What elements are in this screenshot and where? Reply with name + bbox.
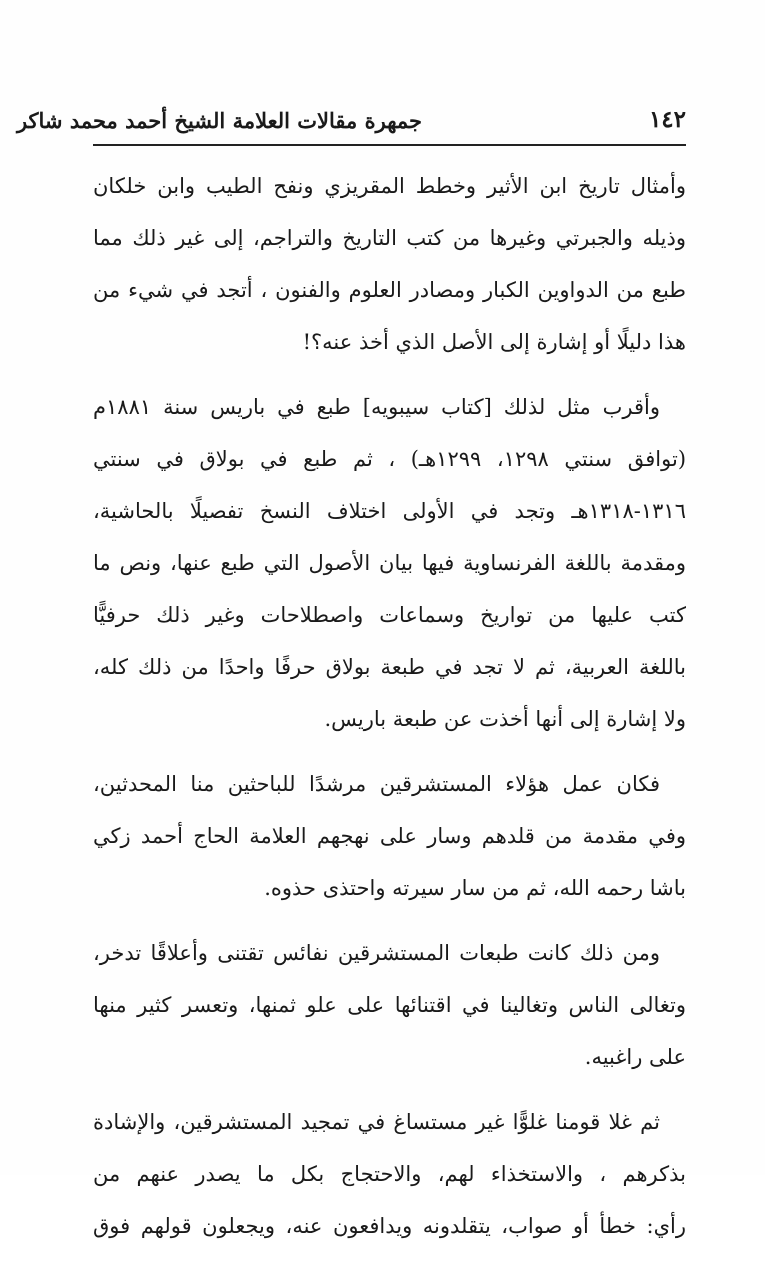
text-line: وفي مقدمة من قلدهم وسار على نهجهم العلامة الحاج أحمد زكي: [93, 824, 686, 848]
paragraph-5: [93, 1096, 686, 1252]
paragraph-3: [93, 758, 686, 914]
text-line: وأمثال تاريخ ابن الأثير وخطط المقريزي ونفح الطيب وابن خلكان: [93, 174, 686, 198]
text-line: طبع من الدواوين الكبار ومصادر العلوم والفنون ، أتجد في شيء من: [93, 278, 686, 302]
text-line: فكان عمل هؤلاء المستشرقين مرشدًا للباحثين منا المحدثين،: [93, 772, 660, 796]
page-number: ١٤٢: [648, 106, 686, 133]
paragraph-4: [93, 927, 686, 1083]
text-line: على راغبيه.: [584, 1045, 686, 1069]
paragraph-1: [93, 160, 686, 368]
text-line: ومقدمة باللغة الفرنساوية فيها بيان الأصول التي طبع عنها، ونص ما: [93, 551, 686, 575]
text-line: وأقرب مثل لذلك [كتاب سيبويه] طبع في باريس سنة ١٨٨١م: [93, 395, 660, 419]
text-line: رأي: خطأ أو صواب، يتقلدونه ويدافعون عنه، ويجعلون قولهم فوق: [93, 1214, 686, 1238]
paragraph-2: [93, 381, 686, 745]
text-line: ولا إشارة إلى أنها أخذت عن طبعة باريس.: [324, 707, 686, 731]
book-title: جمهرة مقالات العلامة الشيخ أحمد محمد شاكر: [16, 108, 422, 133]
text-line: ١٣١٦-١٣١٨هـ وتجد في الأولى اختلاف النسخ تفصيلًا بالحاشية،: [93, 499, 686, 523]
header-rule: [93, 144, 686, 146]
text-line: هذا دليلًا أو إشارة إلى الأصل الذي أخذ عنه؟!: [302, 330, 686, 354]
text-line: بذكرهم ، والاستخذاء لهم، والاحتجاج بكل ما يصدر عنهم من: [93, 1162, 686, 1186]
text-line: وتغالى الناس وتغالينا في اقتنائها على علو ثمنها، وتعسر كثير منها: [93, 993, 686, 1017]
text-line: باشا رحمه الله، ثم من سار سيرته واحتذى حذوه.: [264, 876, 686, 900]
body-text: [93, 160, 686, 1265]
text-line: باللغة العربية، ثم لا تجد في طبعة بولاق حرفًا واحدًا من ذلك كله،: [93, 655, 686, 679]
text-line: ثم غلا قومنا غلوًّا غير مستساغ في تمجيد المستشرقين، والإشادة: [93, 1110, 660, 1134]
text-line: (توافق سنتي ١٢٩٨، ١٢٩٩هـ) ، ثم طبع في بولاق في سنتي: [93, 447, 686, 471]
running-header: [16, 100, 686, 140]
text-line: ومن ذلك كانت طبعات المستشرقين نفائس تقتنى وأعلاقًا تدخر،: [93, 941, 660, 965]
text-line: كتب عليها من تواريخ وسماعات واصطلاحات وغير ذلك حرفيًّا: [93, 603, 686, 627]
text-line: وذيله والجبرتي وغيرها من كتب التاريخ والتراجم، إلى غير ذلك مما: [93, 226, 686, 250]
